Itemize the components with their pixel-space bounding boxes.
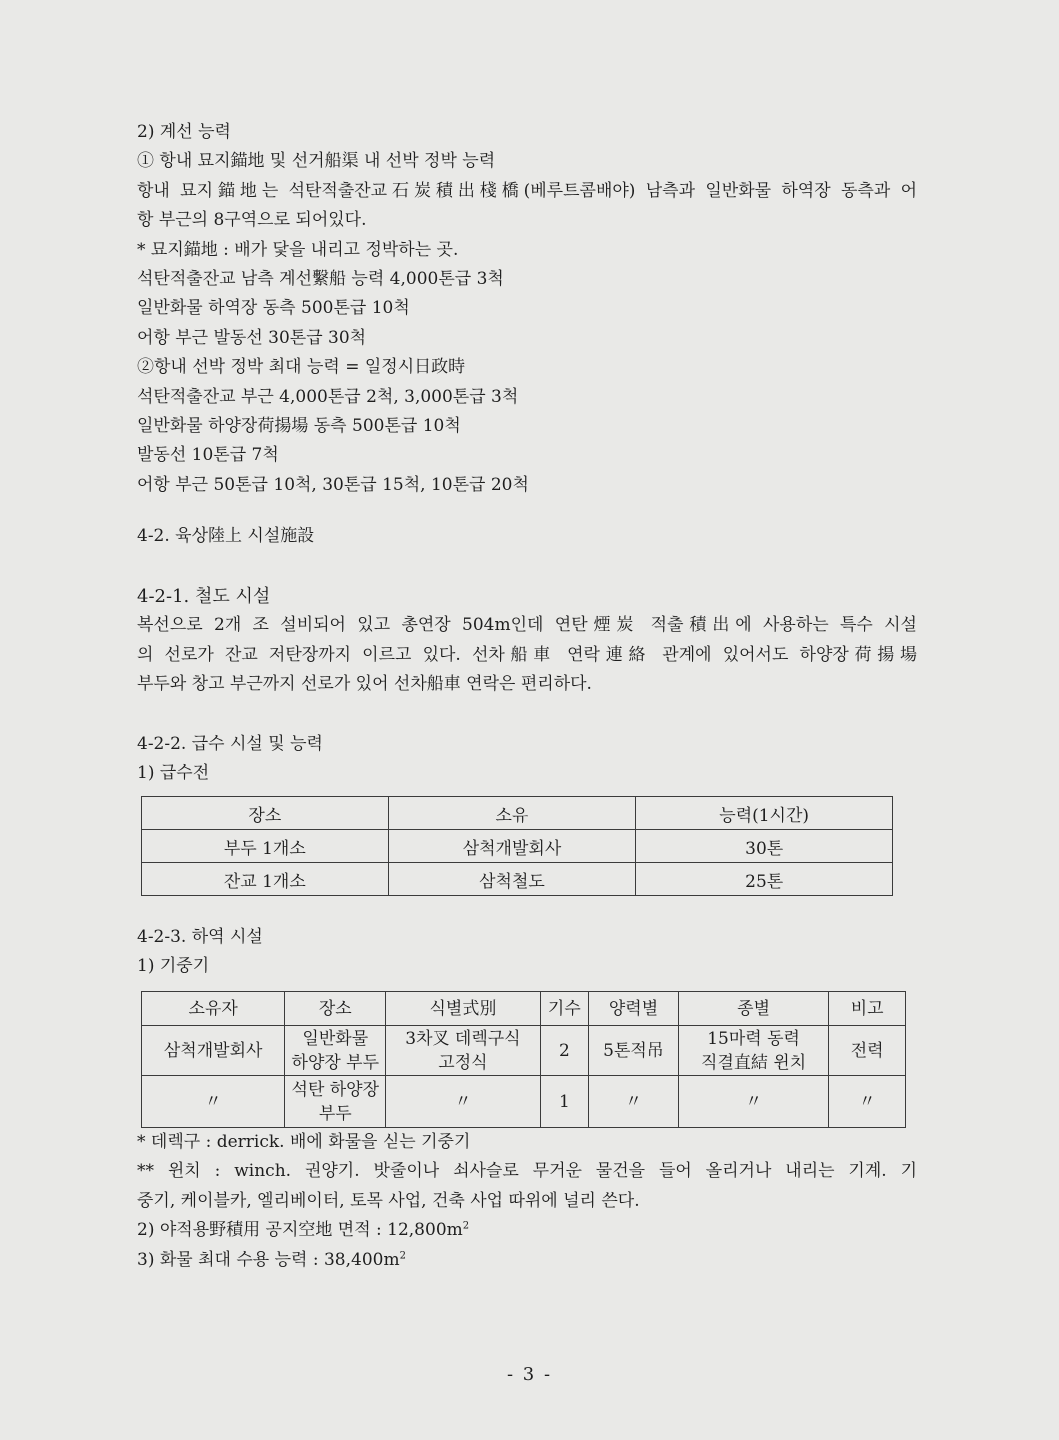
table-cell: 1 [540,1076,588,1128]
water-supply-section [137,730,917,789]
table-row [142,1076,906,1128]
list-item: 발동선 10톤급 7척 [137,445,279,466]
table-cell: 15마력 동력 직결直結 윈치 [678,1026,828,1076]
table-cell: 〃 [829,1076,906,1128]
table-cell: 2 [540,1026,588,1076]
table-cell: 부두 1개소 [142,830,389,863]
section-heading-4-2: 4-2. 육상陸上 시설施設 [137,526,315,546]
table-cell: 〃 [386,1076,540,1128]
paragraph-line: 의 선로가 잔교 저탄장까지 이르고 있다. 선차船車 연락連絡 관계에 있어서도 하양장荷揚場 [137,644,917,665]
paragraph-line: 항 부근의 8구역으로 되어있다. [137,210,367,231]
section-heading-4-2-3: 4-2-3. 하역 시설 [137,927,263,947]
subsection-title: 1) 급수전 [137,763,210,784]
list-item: 석탄적출잔교 부근 4,000톤급 2척, 3,000톤급 3척 [137,386,519,407]
table-row [142,863,893,896]
paragraph-line: 복선으로 2개 조 설비되어 있고 총연장 504m인데 연탄煙炭 적출積出에 사용하는 특수 시설 [137,615,917,636]
table-cell: 전력 [829,1026,906,1076]
header-cell: 비고 [829,992,906,1026]
footnote-winch: ** 윈치 : winch. 권양기. 밧줄이나 쇠사슬로 무거운 물건을 들어 올리거나 내리는 기계. 기 [137,1161,917,1182]
list-item: 일반화물 하양장荷揚場 동측 500톤급 10척 [137,416,461,437]
item2-title: ②항내 선박 정박 최대 능력 = 일정시日政時 [137,357,466,378]
max-cargo-capacity: 3) 화물 최대 수용 능력 : $38,400m^2$ [137,1249,406,1270]
table-cell: 삼척철도 [388,863,636,896]
table-cell: 〃 [589,1076,679,1128]
list-item: 석탄적출잔교 남측 계선繫船 능력 4,000톤급 3척 [137,269,504,290]
table-cell: 〃 [142,1076,285,1128]
table-cell: 30톤 [636,830,893,863]
list-item: 일반화물 하역장 동측 500톤급 10척 [137,298,410,319]
header-cell: 장소 [142,797,389,830]
table-cell: 삼척개발회사 [142,1026,285,1076]
header-cell: 양력별 [589,992,679,1026]
header-cell: 장소 [285,992,386,1026]
railway-section [137,582,917,700]
list-item: 어항 부근 발동선 30톤급 30척 [137,327,367,348]
mooring-capacity-section [137,118,917,500]
table-header-row [142,797,893,830]
subsection-title: 1) 기중기 [137,956,210,977]
section-heading-4-2-1: 4-2-1. 철도 시설 [137,586,271,607]
item1-title: ① 항내 묘지錨地 및 선거船渠 내 선박 정박 능력 [137,151,496,172]
table-cell: 일반화물 하양장 부두 [285,1026,386,1076]
table-cell: 〃 [678,1076,828,1128]
section-heading-4-2-2: 4-2-2. 급수 시설 및 능력 [137,734,323,754]
header-cell: 종별 [678,992,828,1026]
footnote: * 묘지錨地 : 배가 닻을 내리고 정박하는 곳. [137,239,459,260]
table-cell: 잔교 1개소 [142,863,389,896]
table-header-row [142,992,906,1026]
table-cell: 삼척개발회사 [388,830,636,863]
table-cell: 3차叉 데렉구식 고정식 [386,1026,540,1076]
section-title: 2) 계선 능력 [137,122,231,142]
crane-notes [137,1128,917,1275]
header-cell: 능력(1시간) [636,797,893,830]
list-item: 어항 부근 50톤급 10척, 30톤급 15척, 10톤급 20척 [137,474,529,495]
table-row [142,1026,906,1076]
header-cell: 식별式別 [386,992,540,1026]
footnote-winch-cont: 중기, 케이블카, 엘리베이터, 토목 사업, 건축 사업 따위에 널리 쓴다. [137,1190,640,1211]
footnote-derrick: * 데렉구 : derrick. 배에 화물을 싣는 기중기 [137,1132,471,1152]
table-row [142,830,893,863]
paragraph-line: 항내 묘지錨地는 석탄적출잔교石炭積出棧橋(베루트콤배야) 남측과 일반화물 하역장 동측과 어 [137,180,917,201]
header-cell: 소유자 [142,992,285,1026]
table-cell: 25톤 [636,863,893,896]
page-number: - 3 - [506,1364,553,1385]
table-cell: 5톤적吊 [589,1026,679,1076]
open-storage-area: 2) 야적용野積用 공지空地 면적 : $12,800m^2$ [137,1220,470,1241]
table-cell: 석탄 하양장 부두 [285,1076,386,1128]
header-cell: 소유 [388,797,636,830]
water-supply-table [141,796,893,896]
paragraph-line: 부두와 창고 부근까지 선로가 있어 선차船車 연락은 편리하다. [137,674,592,695]
crane-table [141,991,906,1128]
header-cell: 기수 [540,992,588,1026]
cargo-handling-section [137,923,917,982]
